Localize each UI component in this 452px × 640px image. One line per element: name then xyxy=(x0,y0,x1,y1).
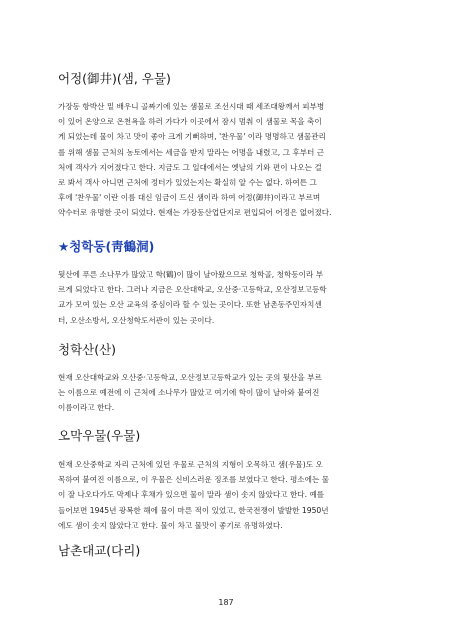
heading-cheonghakdong xyxy=(58,239,154,255)
paragraph-eojeong xyxy=(58,99,402,221)
heading-cheonghaksan: 청학산(산) xyxy=(58,342,117,357)
text-line: 목하여 붙여진 이름으로, 이 우물은 신비스러운 징조를 보였다고 한다. 평소에는 물 xyxy=(58,475,330,485)
text-line: 이 잘 나오다가도 막제나 후채가 있으면 물이 말라 샘이 솟지 않았다고 한다. 예를 xyxy=(58,490,325,500)
heading-text: 청학동(靑鶴洞) xyxy=(69,239,155,254)
heading-eojeong: 어정(御井)(샘, 우물) xyxy=(58,71,171,86)
text-line: 약수터로 유명한 곳이 되었다. 현재는 가장동산업단지로 편입되어 어정은 없어졌다. xyxy=(58,208,332,218)
text-line: 처에 객사가 지어졌다고 한다. 지금도 그 일대에서는 옛날의 기와 편이 나오는 걸 xyxy=(58,162,322,172)
heading-namchondaegyo: 남촌대교(다리) xyxy=(58,543,141,558)
text-line: 터, 오산소방서, 오산청학도서관이 있는 곳이다. xyxy=(58,315,215,325)
star-icon: ★ xyxy=(58,239,70,254)
paragraph-cheonghakdong xyxy=(58,267,402,328)
text-line: 로 봐서 객사 아니면 근처에 정터가 있었는지는 확실히 알 수는 없다. 하여튼 그 xyxy=(58,177,317,187)
text-line: 이름이라고 한다. xyxy=(58,403,115,413)
text-line: 들어보면 1945년 광복한 해에 물이 마른 적이 있었고, 한국전쟁이 발발한 1950년 xyxy=(58,505,329,515)
text-line: 교가 모여 있는 오산 교육의 중심이라 할 수 있는 곳이다. 또한 남촌동주민자치센 xyxy=(58,300,322,310)
paragraph-cheonghaksan xyxy=(58,370,402,416)
page-number: 187 xyxy=(218,598,234,607)
text-line: 를 위해 샘물 근처의 농토에서는 세금을 받지 말라는 어명을 내렸고, 그 후부터 근 xyxy=(58,147,325,157)
text-line: 가장동 항박산 밑 배우니 골짜기에 있는 샘물로 조선시대 때 세조대왕께서 피부병 xyxy=(58,102,325,111)
text-line: 이 있어 온양으로 온천욕을 하러 가다가 이곳에서 잠시 멈춰 이 샘물로 목을 축이 xyxy=(58,117,322,127)
text-line: 후에 '찬우물' 이란 이름 대신 임금이 드신 샘이라 하여 어정(御井)이라고 부르며 xyxy=(58,193,321,203)
text-line: 현재 오산대학교와 오산중·고등학교, 오산정보고등학교가 있는 곳의 뒷산을 부르 xyxy=(58,373,322,382)
paragraph-omakumul xyxy=(58,457,402,533)
text-line: 르게 되었다고 한다. 그러나 지금은 오산대학교, 오산중·고등학교, 오산정보고등학 xyxy=(58,285,327,295)
text-line: 현재 오산중학교 자리 근처에 있던 우물로 근처의 지형이 오목하고 샘(우물)도 오 xyxy=(58,460,323,469)
text-line: 게 되었는데 물이 차고 맛이 좋아 크게 기뻐하며, '찬우물' 이라 명명하고 샘물관리 xyxy=(58,132,326,142)
text-line: 는 이름으로 예전에 이 근처에 소나무가 많았고 여기에 학이 많이 날아와 붙여진 xyxy=(58,388,320,398)
heading-omakumul: 오막우물(우물) xyxy=(58,428,141,443)
text-line: 뒷산에 푸른 소나무가 많았고 학(鶴)이 많이 날아왔으므로 청학골, 청학동이라 부 xyxy=(58,270,324,279)
text-line: 에도 샘이 솟지 않았다고 한다. 물이 차고 물맛이 좋기로 유명하였다. xyxy=(58,520,283,530)
